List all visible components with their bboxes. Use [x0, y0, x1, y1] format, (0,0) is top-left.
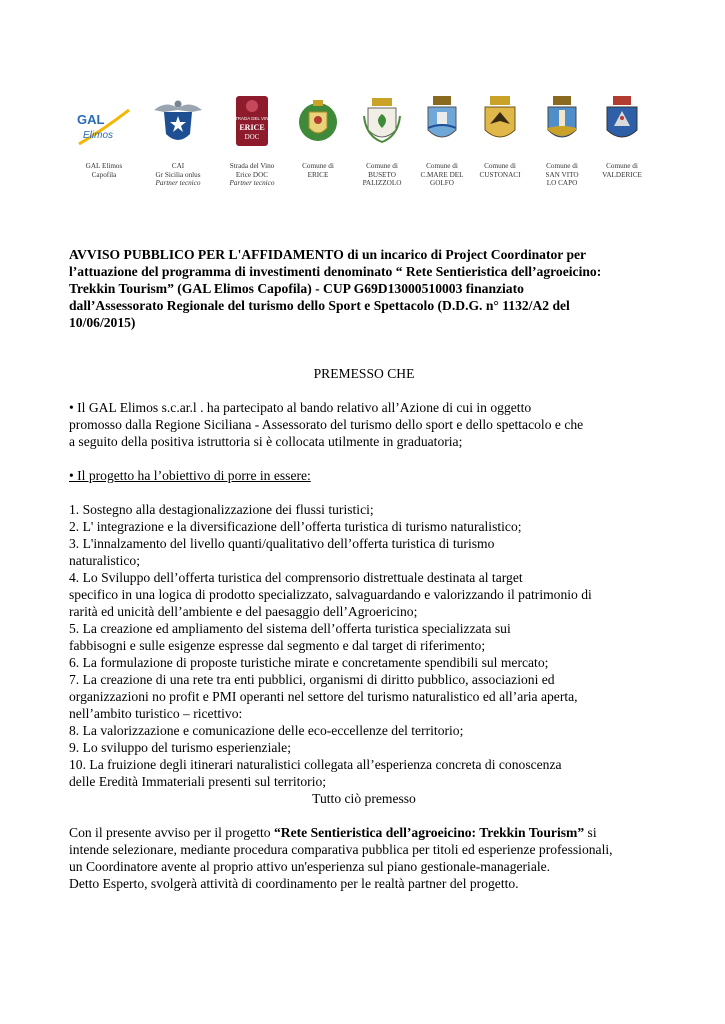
gal-logo-text: GAL [77, 112, 105, 127]
list-item: 2. L' integrazione e la diversificazione dell’offerta turistica di turismo naturalistico; [69, 519, 522, 534]
logo-caption: ERICE [307, 170, 329, 179]
erice-logo-text: ERICE [239, 123, 265, 132]
erice-crest-icon [297, 98, 339, 148]
logo-sanvito [530, 92, 594, 188]
logo-caption: CUSTONACI [479, 170, 521, 179]
logo-caption: Comune di [366, 162, 398, 170]
castellammare-crest-icon [423, 94, 461, 148]
logo-caption: LO CAPO [546, 179, 578, 188]
notice-title [69, 246, 659, 331]
final-text: Con il presente avviso per il progetto [69, 825, 274, 840]
final-line [69, 824, 659, 841]
objectives-list [69, 501, 659, 790]
title-line: Trekkin Tourism” (GAL Elimos Capofila) - CUP G69D13000510003 finanziato [69, 281, 524, 296]
logo-caption: PALIZZOLO [362, 179, 402, 188]
list-item: rarità ed unicità dell’ambiente e del paesaggio dell’Agroericino; [69, 604, 418, 619]
list-item: delle Eredità Immateriali presenti sul territorio; [69, 774, 327, 789]
title-line: AVVISO PUBBLICO PER L'AFFIDAMENTO di un incarico di Project Coordinator per [69, 247, 587, 262]
bullet-line: a seguito della positiva istruttoria si è collocata utilmente in graduatoria; [69, 434, 463, 449]
logo-caption: Strada del Vino [229, 162, 275, 170]
custonaci-crest-icon [479, 94, 521, 148]
project-name: “Rete Sentieristica dell’agroeicino: Trekkin Tourism” [274, 825, 585, 840]
list-item: 6. La formulazione di proposte turistiche mirate e concretamente spendibili sul mercato; [69, 655, 549, 670]
elimos-logo-text: Elimos [83, 130, 114, 141]
logo-caption: Comune di [606, 162, 638, 170]
logo-buseto [350, 92, 414, 188]
logo-erice [286, 92, 350, 179]
logo-caption: Comune di [546, 162, 578, 170]
cai-eagle-logo-icon [152, 96, 204, 148]
logo-caption: VALDERICE [602, 170, 642, 179]
bullet-line: promosso dalla Regione Siciliana - Assessorato del turismo dello sport e dello spettacolo e che [69, 417, 584, 432]
list-item: 7. La creazione di una rete tra enti pubblici, organismi di diritto pubblico, associazioni ed [69, 672, 555, 687]
list-item: 4. Lo Sviluppo dell’offerta turistica del comprensorio distrettuale destinata al target [69, 570, 523, 585]
logo-caption: CAI [171, 162, 185, 170]
bullet-line: • Il GAL Elimos s.c.ar.l . ha partecipato al bando relativo all’Azione di cui in oggetto [69, 400, 532, 415]
logo-strada-vino [220, 92, 284, 188]
final-line: intende selezionare, mediante procedura comparativa pubblica per titoli ed esperienze professionali, [69, 842, 613, 857]
logo-caption: Erice DOC [235, 170, 269, 179]
logo-cai [146, 92, 210, 188]
logo-caption: Comune di [426, 162, 458, 170]
logo-valderice [590, 92, 654, 179]
strada-logo-text: STRADA DEL VINO [232, 116, 272, 121]
list-item: 3. L'innalzamento del livello quanti/qualitativo dell’offerta turistica di turismo [69, 536, 495, 551]
title-line: dall’Assessorato Regionale del turismo dello Sport e Spettacolo (D.D.G. n° 1132/A2 del [69, 298, 570, 313]
logo-caption: Gr Sicilia onlus [155, 170, 201, 179]
logo-caption: Comune di [302, 162, 334, 170]
list-item: 5. La creazione ed ampliamento del sistema dell’offerta turistica specializzata sui [69, 621, 511, 636]
logo-caption: BUSETO [368, 170, 396, 179]
logo-gal-elimos [72, 92, 136, 179]
list-item: naturalistico; [69, 553, 140, 568]
logo-caption: Partner tecnico [229, 179, 275, 188]
logo-caption: SAN VITO [545, 170, 579, 179]
final-line: Detto Esperto, svolgerà attività di coordinamento per le realtà partner del progetto. [69, 876, 519, 891]
san-vito-crest-icon [543, 94, 581, 148]
logo-caption: Comune di [484, 162, 516, 170]
logo-custonaci [468, 92, 532, 179]
list-item: 8. La valorizzazione e comunicazione delle eco-eccellenze del territorio; [69, 723, 464, 738]
logo-caption: GAL Elimos [85, 162, 123, 170]
document-body [69, 246, 659, 892]
list-item: fabbisogni e sulle esigenze espresse dal segmento e dal target di riferimento; [69, 638, 486, 653]
logo-cmare [410, 92, 474, 188]
list-item: specifico in una logica di prodotto specializzato, salvaguardando e valorizzando il patrimonio di [69, 587, 592, 602]
title-line: l’attuazione del programma di investimenti denominato “ Rete Sentieristica dell’agroeicino: [69, 264, 602, 279]
tutto-premesso: Tutto ciò premesso [312, 791, 416, 806]
gal-elimos-logo-icon [73, 106, 135, 148]
final-line: un Coordinatore avente al proprio attivo un'esperienza sul piano gestionale-manageriale. [69, 859, 551, 874]
list-item: organizzazioni no profit e PMI operanti nel settore del turismo naturalistico ed all’aria aperta, [69, 689, 578, 704]
objective-heading: • Il progetto ha l’obiettivo di porre in essere: [69, 468, 311, 483]
list-item: 9. Lo sviluppo del turismo esperienziale; [69, 740, 291, 755]
buseto-crest-icon [362, 96, 402, 148]
doc-logo-text: DOC [244, 133, 260, 141]
strada-vino-logo-icon [232, 94, 272, 148]
bullet-paragraph [69, 399, 659, 450]
final-text: si [584, 825, 597, 840]
logo-caption: GOLFO [430, 179, 454, 188]
premesso-heading: PREMESSO CHE [313, 366, 415, 381]
list-item: 1. Sostegno alla destagionalizzazione dei flussi turistici; [69, 502, 374, 517]
valderice-crest-icon [602, 94, 642, 148]
partner-logos [72, 92, 652, 202]
list-item: nell’ambito turistico – ricettivo: [69, 706, 243, 721]
title-line: 10/06/2015) [69, 315, 136, 330]
logo-caption: Capofila [91, 170, 117, 179]
list-item: 10. La fruizione degli itinerari naturalistici collegata all’esperienza concreta di conoscenza [69, 757, 562, 772]
logo-caption: Partner tecnico [155, 179, 201, 188]
logo-caption: C.MARE DEL [420, 170, 464, 179]
final-paragraph [69, 824, 659, 892]
